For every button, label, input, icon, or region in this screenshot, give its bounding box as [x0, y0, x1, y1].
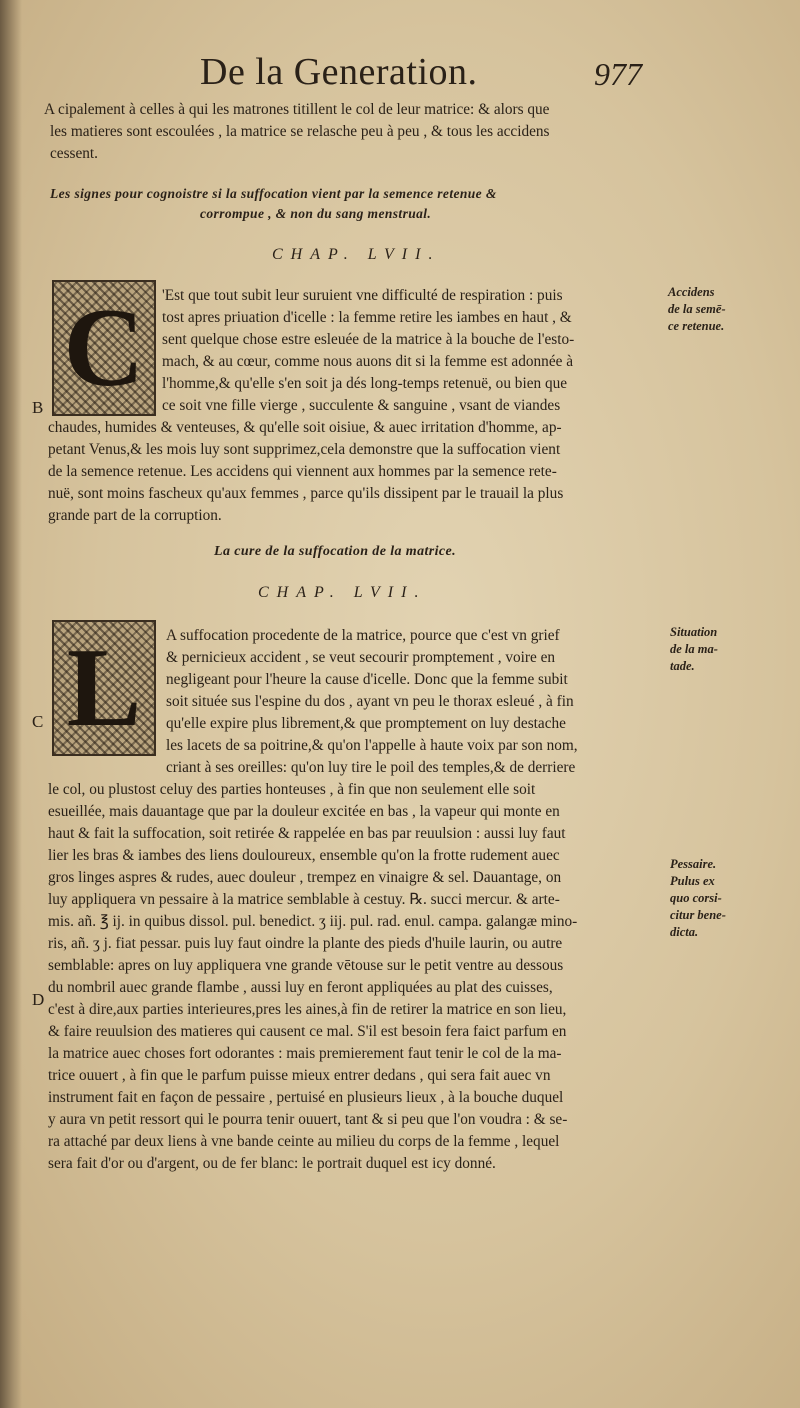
text-line: c'est à dire,aux parties interieures,pres les aines,à fin de retirer la matrice en son lieu, — [48, 1001, 567, 1018]
text-line: haut & fait la suffocation, soit retirée & rappelée en bas par reuulsion : aussi luy faut — [48, 825, 566, 842]
text-line: ra attaché par deux liens à vne bande ceinte au milieu du corps de la femme , lequel — [48, 1133, 560, 1150]
section-heading: corrompue , & non du sang menstrual. — [200, 206, 432, 221]
section-heading: Les signes pour cognoistre si la suffocation vient par la semence retenue & — [50, 186, 497, 201]
text-line: petant Venus,& les mois luy sont supprimez,cela demonstre que la suffocation vient — [48, 441, 561, 458]
page-gutter-shadow — [0, 0, 22, 1408]
text-line: mis. añ. ℥ ij. in quibus dissol. pul. benedict. ʒ iij. pul. rad. enul. campa. galangæ mino- — [48, 913, 578, 930]
text-line: semblable: apres on luy appliquera vne grande vētouse sur le petit ventre au dessous — [48, 957, 564, 974]
text-line: le col, ou plustost celuy des parties honteuses , à fin que non seulement elle soit — [48, 781, 536, 798]
text-line: sent quelque chose estre esleuée de la matrice à la bouche de l'esto- — [162, 331, 575, 348]
chapter-number: CHAP. LVII. — [272, 246, 441, 263]
section-heading: La cure de la suffocation de la matrice. — [214, 544, 457, 559]
margin-letter: B — [32, 398, 44, 417]
running-title: De la Generation. — [200, 51, 478, 93]
text-line: qu'elle expire plus librement,& que promptement on luy destache — [166, 715, 566, 732]
initial-letter: L — [66, 626, 142, 750]
margin-note: Accidens de la semē- ce retenue. — [668, 285, 726, 333]
text-line: les matieres sont escoulées , la matrice se relasche peu à peu , & tous les accidens — [50, 123, 550, 140]
text-line: 'Est que tout subit leur suruient vne difficulté de respiration : puis — [162, 287, 563, 304]
text-line: la matrice auec choses fort odorantes : mais premierement faut tenir le col de la ma- — [48, 1045, 562, 1062]
margin-note: Pessaire. Pulus ex quo corsi- citur bene- dicta. — [670, 857, 726, 939]
text-line: negligeant pour l'heure la cause d'icelle. Donc que la femme subit — [166, 671, 568, 688]
text-line: instrument fait en façon de pessaire , pertuisé en plusieurs lieux , à la bouche duquel — [48, 1089, 564, 1106]
text-line: & faire reuulsion des matieres qui causent ce mal. S'il est besoin fera faict parfum en — [48, 1023, 567, 1040]
text-line: de la semence retenue. Les accidens qui viennent aux hommes par la semence rete- — [48, 463, 557, 480]
text-line: A suffocation procedente de la matrice, pource que c'est vn grief — [166, 627, 560, 644]
text-line: l'homme,& qu'elle s'en soit ja dés long-temps retenuë, ou bien que — [162, 375, 568, 392]
text-line: grande part de la corruption. — [48, 507, 222, 524]
text-line: esueillée, mais dauantage que par la douleur excitée en bas , la vapeur qui monte en — [48, 803, 560, 820]
text-line: gros linges aspres & rudes, auec douleur , trempez en vinaigre & sel. Dauantage, on — [48, 869, 562, 886]
text-line: criant à ses oreilles: qu'on luy tire le poil des temples,& de derriere — [166, 759, 576, 776]
text-line: mach, & au cœur, comme nous auons dit si la femme est adonnée à — [162, 353, 574, 370]
text-line: nuë, sont moins fascheux qu'aux femmes , parce qu'ils dissipent par le trauail la plus — [48, 485, 564, 502]
text-line: lier les bras & iambes des liens douloureux, ensemble qu'on la frotte rudement auec — [48, 847, 560, 864]
initial-letter: C — [63, 286, 145, 410]
text-line: soit située sus l'espine du dos , ayant vn peu le thorax esleué , à fin — [166, 693, 574, 710]
text-line: y aura vn petit ressort qui le pourra tenir ouuert, tant & si peu que l'on voudra : & se- — [48, 1111, 568, 1128]
decorated-initial — [52, 280, 156, 416]
text-line: les lacets de sa poitrine,& qu'on l'appelle à haute voix par son nom, — [166, 737, 578, 754]
text-line: luy appliquera vn pessaire à la matrice semblable à cestuy. ℞. succi mercur. & arte- — [48, 891, 560, 908]
text-line: tost apres priuation d'icelle : la femme retire les iambes en haut , & — [162, 309, 572, 326]
chapter-number: CHAP. LVII. — [258, 584, 427, 601]
margin-letter: C — [32, 712, 44, 731]
margin-note: Situation de la ma- tade. — [670, 625, 718, 673]
text-line: du nombril auec grande flambe , aussi luy en feront appliquées au plat des cuisses, — [48, 979, 553, 996]
text-line: ce soit vne fille vierge , succulente & sanguine , vsant de viandes — [162, 397, 561, 414]
margin-letter: D — [32, 990, 45, 1009]
text-line: chaudes, humides & venteuses, & qu'elle soit oisiue, & auec irritation d'homme, ap- — [48, 419, 562, 436]
text-line: ris, añ. ʒ j. fiat pessar. puis luy faut oindre la plante des pieds d'huile laurin, ou autre — [48, 935, 563, 952]
text-line: cessent. — [50, 145, 98, 162]
text-line: A cipalement à celles à qui les matrones titillent le col de leur matrice: & alors que — [44, 101, 550, 118]
text-line: trice ouuert , à fin que le parfum puisse mieux entrer dedans , qui sera fait auec vn — [48, 1067, 551, 1084]
text-line: & pernicieux accident , se veut secourir promptement , voire en — [166, 649, 556, 666]
page-number: 977 — [594, 56, 642, 92]
text-line: sera fait d'or ou d'argent, ou de fer blanc: le portrait duquel est icy donné. — [48, 1155, 496, 1172]
decorated-initial — [52, 620, 156, 756]
